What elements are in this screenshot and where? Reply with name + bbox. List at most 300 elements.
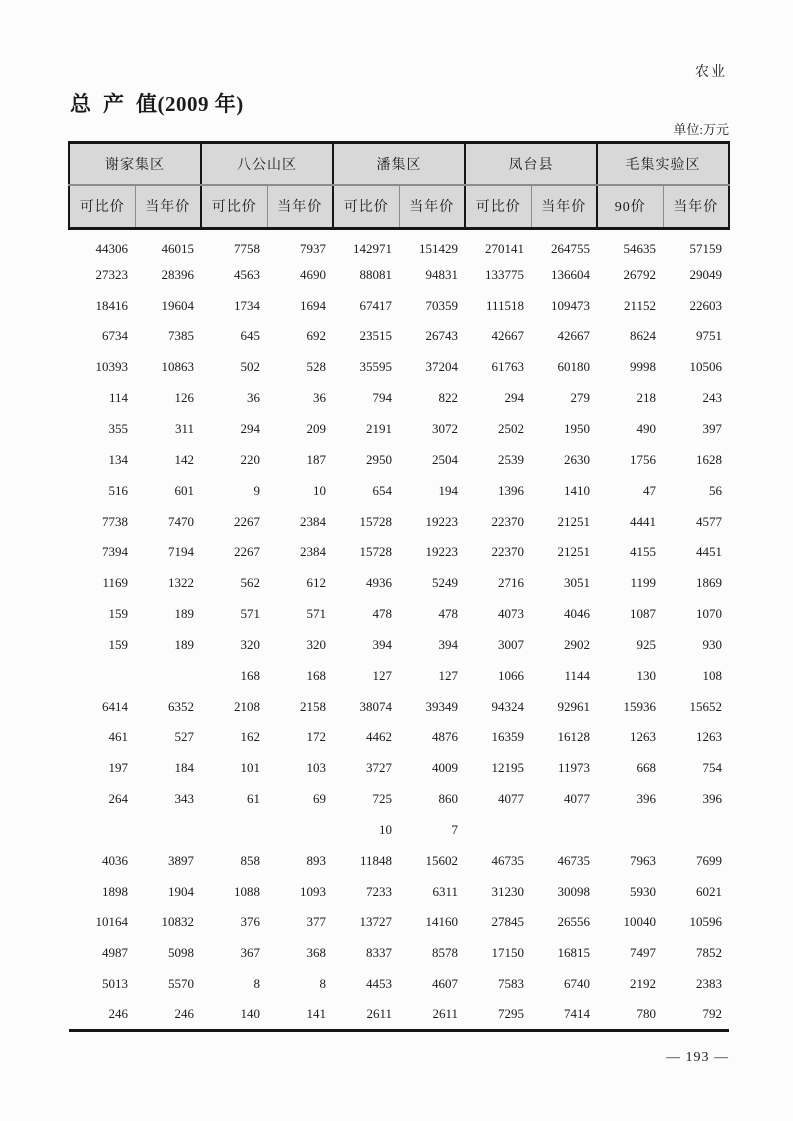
table-row (69, 414, 729, 445)
table-cell: 4936 (366, 575, 392, 591)
sub-header-90-price: 90价 (597, 185, 663, 229)
table-cell: 15936 (623, 698, 656, 714)
table-row (69, 352, 729, 383)
group-header-row (69, 143, 729, 185)
section-label: 农业 (695, 65, 727, 80)
group-header-panji: 潘集区 (333, 143, 465, 185)
table-cell: 54635 (623, 240, 656, 256)
table-cell: 1396 (498, 482, 524, 498)
table-cell: 2158 (300, 698, 326, 714)
table-cell: 2502 (498, 420, 524, 436)
table-cell: 355 (108, 420, 128, 436)
table-cell: 61 (247, 791, 260, 807)
table-cell: 27323 (95, 266, 128, 282)
table-cell: 4036 (102, 852, 128, 868)
table-cell: 6414 (102, 698, 128, 714)
table-cell: 136604 (551, 266, 590, 282)
table-row (69, 537, 729, 568)
table-cell: 19604 (161, 297, 194, 313)
output-value-table (68, 141, 730, 1032)
table-cell: 168 (306, 667, 326, 683)
table-cell: 23515 (359, 328, 392, 344)
sub-header-current-price-4: 当年价 (531, 185, 597, 229)
table-row (69, 753, 729, 784)
table-cell: 4462 (366, 729, 392, 745)
table-cell: 10832 (161, 914, 194, 930)
table-cell: 7414 (531, 1000, 597, 1031)
table-cell: 2192 (630, 976, 656, 992)
table-cell: 1904 (168, 883, 194, 899)
table-cell: 92961 (557, 698, 590, 714)
table-cell: 4155 (630, 544, 656, 560)
table-cell (201, 815, 267, 846)
table-cell: 101 (240, 760, 260, 776)
table-cell: 4073 (498, 606, 524, 622)
table-cell: 61763 (491, 359, 524, 375)
sub-header-comparable-price-2: 可比价 (201, 185, 267, 229)
table-cell: 1088 (234, 883, 260, 899)
table-cell: 15602 (425, 852, 458, 868)
table-row (69, 691, 729, 722)
table-cell: 69 (313, 791, 326, 807)
table-header (69, 143, 729, 229)
table-cell: 2716 (498, 575, 524, 591)
table-cell: 19223 (425, 513, 458, 529)
table-cell: 780 (597, 1000, 663, 1031)
table-cell: 7937 (300, 240, 326, 256)
table-row (69, 660, 729, 691)
table-row (69, 969, 729, 1000)
table-row (69, 475, 729, 506)
table-cell: 94831 (425, 266, 458, 282)
table-cell: 9 (253, 482, 260, 498)
group-header-bagongshan: 八公山区 (201, 143, 333, 185)
table-row (69, 722, 729, 753)
table-cell: 94324 (491, 698, 524, 714)
table-cell (531, 815, 597, 846)
table-cell: 26792 (623, 266, 656, 282)
table-cell: 140 (201, 1000, 267, 1031)
table-cell: 187 (306, 451, 326, 467)
group-header-fengtai: 凤台县 (465, 143, 597, 185)
table-cell: 527 (174, 729, 194, 745)
table-cell: 601 (174, 482, 194, 498)
page-title: 总 产 值(2009 年) (70, 92, 244, 116)
table-cell: 5570 (168, 976, 194, 992)
table-cell: 5249 (432, 575, 458, 591)
table-cell: 2630 (564, 451, 590, 467)
table-cell: 7295 (465, 1000, 531, 1031)
table-cell: 3897 (168, 852, 194, 868)
sub-header-current-price-5: 当年价 (663, 185, 729, 229)
table-cell: 4563 (234, 266, 260, 282)
table-cell: 56 (709, 482, 722, 498)
table-cell: 4876 (432, 729, 458, 745)
table-cell: 46735 (557, 852, 590, 868)
table-row (69, 784, 729, 815)
table-cell: 172 (306, 729, 326, 745)
table-cell: 194 (438, 482, 458, 498)
table-cell: 2611 (333, 1000, 399, 1031)
table-cell: 4077 (564, 791, 590, 807)
table-cell: 2950 (366, 451, 392, 467)
table-cell: 320 (306, 636, 326, 652)
table-cell: 197 (108, 760, 128, 776)
table-cell: 4009 (432, 760, 458, 776)
table-cell: 264755 (551, 240, 590, 256)
table-cell: 377 (306, 914, 326, 930)
table-cell: 612 (306, 575, 326, 591)
table-row (69, 229, 729, 260)
table-cell: 126 (174, 390, 194, 406)
table-cell: 142 (174, 451, 194, 467)
table-cell: 16359 (491, 729, 524, 745)
table-cell: 1410 (564, 482, 590, 498)
table-cell: 159 (108, 636, 128, 652)
table-cell: 3727 (366, 760, 392, 776)
table-cell: 10040 (623, 914, 656, 930)
table-body (69, 229, 729, 1031)
table-cell: 394 (372, 636, 392, 652)
table-cell: 7497 (630, 945, 656, 961)
table-cell: 47 (643, 482, 656, 498)
table-cell: 133775 (485, 266, 524, 282)
table-cell: 8337 (366, 945, 392, 961)
table-cell: 3051 (564, 575, 590, 591)
table-cell: 16128 (557, 729, 590, 745)
table-cell: 15728 (359, 513, 392, 529)
table-cell: 2267 (234, 544, 260, 560)
table-cell: 754 (702, 760, 722, 776)
table-cell: 142971 (353, 240, 392, 256)
table-cell: 4987 (102, 945, 128, 961)
table-cell: 1322 (168, 575, 194, 591)
table-cell: 22370 (491, 544, 524, 560)
table-cell: 1087 (630, 606, 656, 622)
table-cell: 114 (108, 390, 128, 406)
table-cell: 4046 (564, 606, 590, 622)
table-row (69, 444, 729, 475)
table-cell: 29049 (689, 266, 722, 282)
table-row (69, 938, 729, 969)
table-cell: 184 (174, 760, 194, 776)
table-cell: 127 (438, 667, 458, 683)
table-cell: 4607 (432, 976, 458, 992)
table-cell: 1898 (102, 883, 128, 899)
table-cell (597, 815, 663, 846)
table-cell: 320 (240, 636, 260, 652)
table-cell: 36 (313, 390, 326, 406)
table-row (69, 506, 729, 537)
table-cell (69, 660, 135, 691)
table-cell: 1199 (630, 575, 656, 591)
table-cell: 3072 (432, 420, 458, 436)
table-cell: 5098 (168, 945, 194, 961)
table-cell: 4690 (300, 266, 326, 282)
table-cell: 860 (438, 791, 458, 807)
table-cell: 7738 (102, 513, 128, 529)
table-cell: 1070 (696, 606, 722, 622)
table-cell: 39349 (425, 698, 458, 714)
table-cell (69, 815, 135, 846)
table-cell: 10 (379, 821, 392, 837)
table-cell: 7758 (234, 240, 260, 256)
table-cell: 141 (267, 1000, 333, 1031)
table-cell: 2504 (432, 451, 458, 467)
table-cell: 516 (108, 482, 128, 498)
table-row (69, 259, 729, 290)
table-cell: 925 (636, 636, 656, 652)
table-cell: 44306 (95, 240, 128, 256)
table-cell: 7394 (102, 544, 128, 560)
table-cell: 162 (240, 729, 260, 745)
table-cell: 2384 (300, 544, 326, 560)
table-row (69, 845, 729, 876)
table-cell: 4077 (498, 791, 524, 807)
table-cell (663, 815, 729, 846)
table-cell: 168 (240, 667, 260, 683)
sub-header-comparable-price-4: 可比价 (465, 185, 531, 229)
table-cell: 8 (319, 976, 326, 992)
table-cell: 725 (372, 791, 392, 807)
table-cell: 159 (108, 606, 128, 622)
table-cell: 858 (240, 852, 260, 868)
table-cell: 10393 (95, 359, 128, 375)
table-row (69, 290, 729, 321)
table-cell: 246 (69, 1000, 135, 1031)
table-cell: 5930 (630, 883, 656, 899)
table-cell: 7699 (696, 852, 722, 868)
table-row (69, 599, 729, 630)
table-cell: 1093 (300, 883, 326, 899)
table-cell: 2267 (234, 513, 260, 529)
table-cell: 562 (240, 575, 260, 591)
table-row (69, 815, 729, 846)
unit-label: 单位:万元 (673, 122, 729, 137)
table-cell: 17150 (491, 945, 524, 961)
table-cell: 367 (240, 945, 260, 961)
sub-header-current-price-2: 当年价 (267, 185, 333, 229)
table-cell: 209 (306, 420, 326, 436)
table-cell: 311 (174, 420, 194, 436)
table-cell: 279 (570, 390, 590, 406)
table-cell: 18416 (95, 297, 128, 313)
table-cell: 264 (108, 791, 128, 807)
table-cell: 13727 (359, 914, 392, 930)
table-cell: 571 (240, 606, 260, 622)
table-cell: 1066 (498, 667, 524, 683)
table-cell: 21251 (557, 544, 590, 560)
table-cell: 218 (636, 390, 656, 406)
table-cell: 19223 (425, 544, 458, 560)
table-cell: 8578 (432, 945, 458, 961)
table-cell: 70359 (425, 297, 458, 313)
table-cell: 14160 (425, 914, 458, 930)
table-cell: 692 (306, 328, 326, 344)
table-cell: 35595 (359, 359, 392, 375)
table-cell: 88081 (359, 266, 392, 282)
table-cell: 11973 (557, 760, 590, 776)
table-cell: 6734 (102, 328, 128, 344)
table-cell: 930 (702, 636, 722, 652)
table-cell: 130 (636, 667, 656, 683)
table-cell: 794 (372, 390, 392, 406)
sub-header-row (69, 185, 729, 229)
table-cell: 189 (174, 636, 194, 652)
table-cell: 1734 (234, 297, 260, 313)
table-cell: 16815 (557, 945, 590, 961)
table-cell: 10506 (689, 359, 722, 375)
table-cell: 46015 (161, 240, 194, 256)
sub-header-current-price-3: 当年价 (399, 185, 465, 229)
table-cell: 31230 (491, 883, 524, 899)
table-cell: 243 (702, 390, 722, 406)
table-cell: 134 (108, 451, 128, 467)
table-cell: 189 (174, 606, 194, 622)
table-cell: 396 (702, 791, 722, 807)
table-cell (465, 815, 531, 846)
table-cell: 478 (438, 606, 458, 622)
table-cell: 1263 (630, 729, 656, 745)
table-cell: 502 (240, 359, 260, 375)
table-cell: 30098 (557, 883, 590, 899)
table-cell: 111518 (485, 297, 524, 313)
table-cell: 1694 (300, 297, 326, 313)
table-cell: 2539 (498, 451, 524, 467)
table-row (69, 1000, 729, 1031)
table-cell: 4453 (366, 976, 392, 992)
table-cell: 4577 (696, 513, 722, 529)
table-cell: 294 (240, 420, 260, 436)
table-cell: 60180 (557, 359, 590, 375)
table-cell: 668 (636, 760, 656, 776)
table-cell: 2191 (366, 420, 392, 436)
table-cell: 4451 (696, 544, 722, 560)
table-cell: 38074 (359, 698, 392, 714)
table-cell: 36 (247, 390, 260, 406)
page-number: — 193 — (666, 1050, 729, 1065)
group-header-xiejiaji: 谢家集区 (69, 143, 201, 185)
table-cell: 343 (174, 791, 194, 807)
table-row (69, 568, 729, 599)
table-cell: 1263 (696, 729, 722, 745)
table-cell: 15728 (359, 544, 392, 560)
table-cell: 67417 (359, 297, 392, 313)
table-cell: 9998 (630, 359, 656, 375)
table-cell: 2611 (399, 1000, 465, 1031)
table-cell: 7385 (168, 328, 194, 344)
sub-header-current-price-1: 当年价 (135, 185, 201, 229)
table-cell: 2383 (696, 976, 722, 992)
table-cell: 21152 (623, 297, 656, 313)
table-cell: 22370 (491, 513, 524, 529)
table-cell: 22603 (689, 297, 722, 313)
table-cell: 654 (372, 482, 392, 498)
table-cell: 7963 (630, 852, 656, 868)
table-cell: 6740 (564, 976, 590, 992)
table-row (69, 876, 729, 907)
sub-header-comparable-price-3: 可比价 (333, 185, 399, 229)
table-cell: 21251 (557, 513, 590, 529)
table-cell (135, 815, 201, 846)
table-cell: 1144 (564, 667, 590, 683)
table-cell: 5013 (102, 976, 128, 992)
table-cell: 26743 (425, 328, 458, 344)
table-cell: 7852 (696, 945, 722, 961)
table-cell: 8624 (630, 328, 656, 344)
table-cell: 28396 (161, 266, 194, 282)
table-cell (267, 815, 333, 846)
table-cell: 7 (451, 821, 458, 837)
table-row (69, 321, 729, 352)
table-cell: 6311 (432, 883, 458, 899)
table-cell: 7470 (168, 513, 194, 529)
table-cell: 4441 (630, 513, 656, 529)
table-cell: 108 (702, 667, 722, 683)
table-cell: 7583 (498, 976, 524, 992)
table-cell: 57159 (689, 240, 722, 256)
table-cell: 394 (438, 636, 458, 652)
table-cell: 645 (240, 328, 260, 344)
table-row (69, 383, 729, 414)
table-row (69, 629, 729, 660)
table-cell: 10164 (95, 914, 128, 930)
table-cell: 26556 (557, 914, 590, 930)
table-cell: 15652 (689, 698, 722, 714)
table-cell: 10596 (689, 914, 722, 930)
table-cell: 294 (504, 390, 524, 406)
table-cell: 12195 (491, 760, 524, 776)
table-cell: 6352 (168, 698, 194, 714)
table-cell: 246 (135, 1000, 201, 1031)
table-cell: 46735 (491, 852, 524, 868)
table-cell: 3007 (498, 636, 524, 652)
table-cell (135, 660, 201, 691)
table-cell: 37204 (425, 359, 458, 375)
table-cell: 2108 (234, 698, 260, 714)
table-cell: 10863 (161, 359, 194, 375)
table-cell: 42667 (491, 328, 524, 344)
table-cell: 10 (313, 482, 326, 498)
table-cell: 1756 (630, 451, 656, 467)
table-cell: 270141 (485, 240, 524, 256)
table-cell: 368 (306, 945, 326, 961)
table-cell: 8 (253, 976, 260, 992)
table-cell: 376 (240, 914, 260, 930)
table-cell: 2902 (564, 636, 590, 652)
table-cell: 822 (438, 390, 458, 406)
table-cell: 9751 (696, 328, 722, 344)
table-cell: 127 (372, 667, 392, 683)
table-cell: 1628 (696, 451, 722, 467)
table-cell: 6021 (696, 883, 722, 899)
table-cell: 397 (702, 420, 722, 436)
table-cell: 7194 (168, 544, 194, 560)
table-cell: 1169 (102, 575, 128, 591)
table-cell: 396 (636, 791, 656, 807)
table-cell: 7233 (366, 883, 392, 899)
table-cell: 103 (306, 760, 326, 776)
table-cell: 528 (306, 359, 326, 375)
table-cell: 792 (663, 1000, 729, 1031)
table-cell: 2384 (300, 513, 326, 529)
table-row (69, 907, 729, 938)
table-cell: 1869 (696, 575, 722, 591)
table-cell: 27845 (491, 914, 524, 930)
table-cell: 893 (306, 852, 326, 868)
group-header-maoji: 毛集实验区 (597, 143, 729, 185)
table-cell: 461 (108, 729, 128, 745)
